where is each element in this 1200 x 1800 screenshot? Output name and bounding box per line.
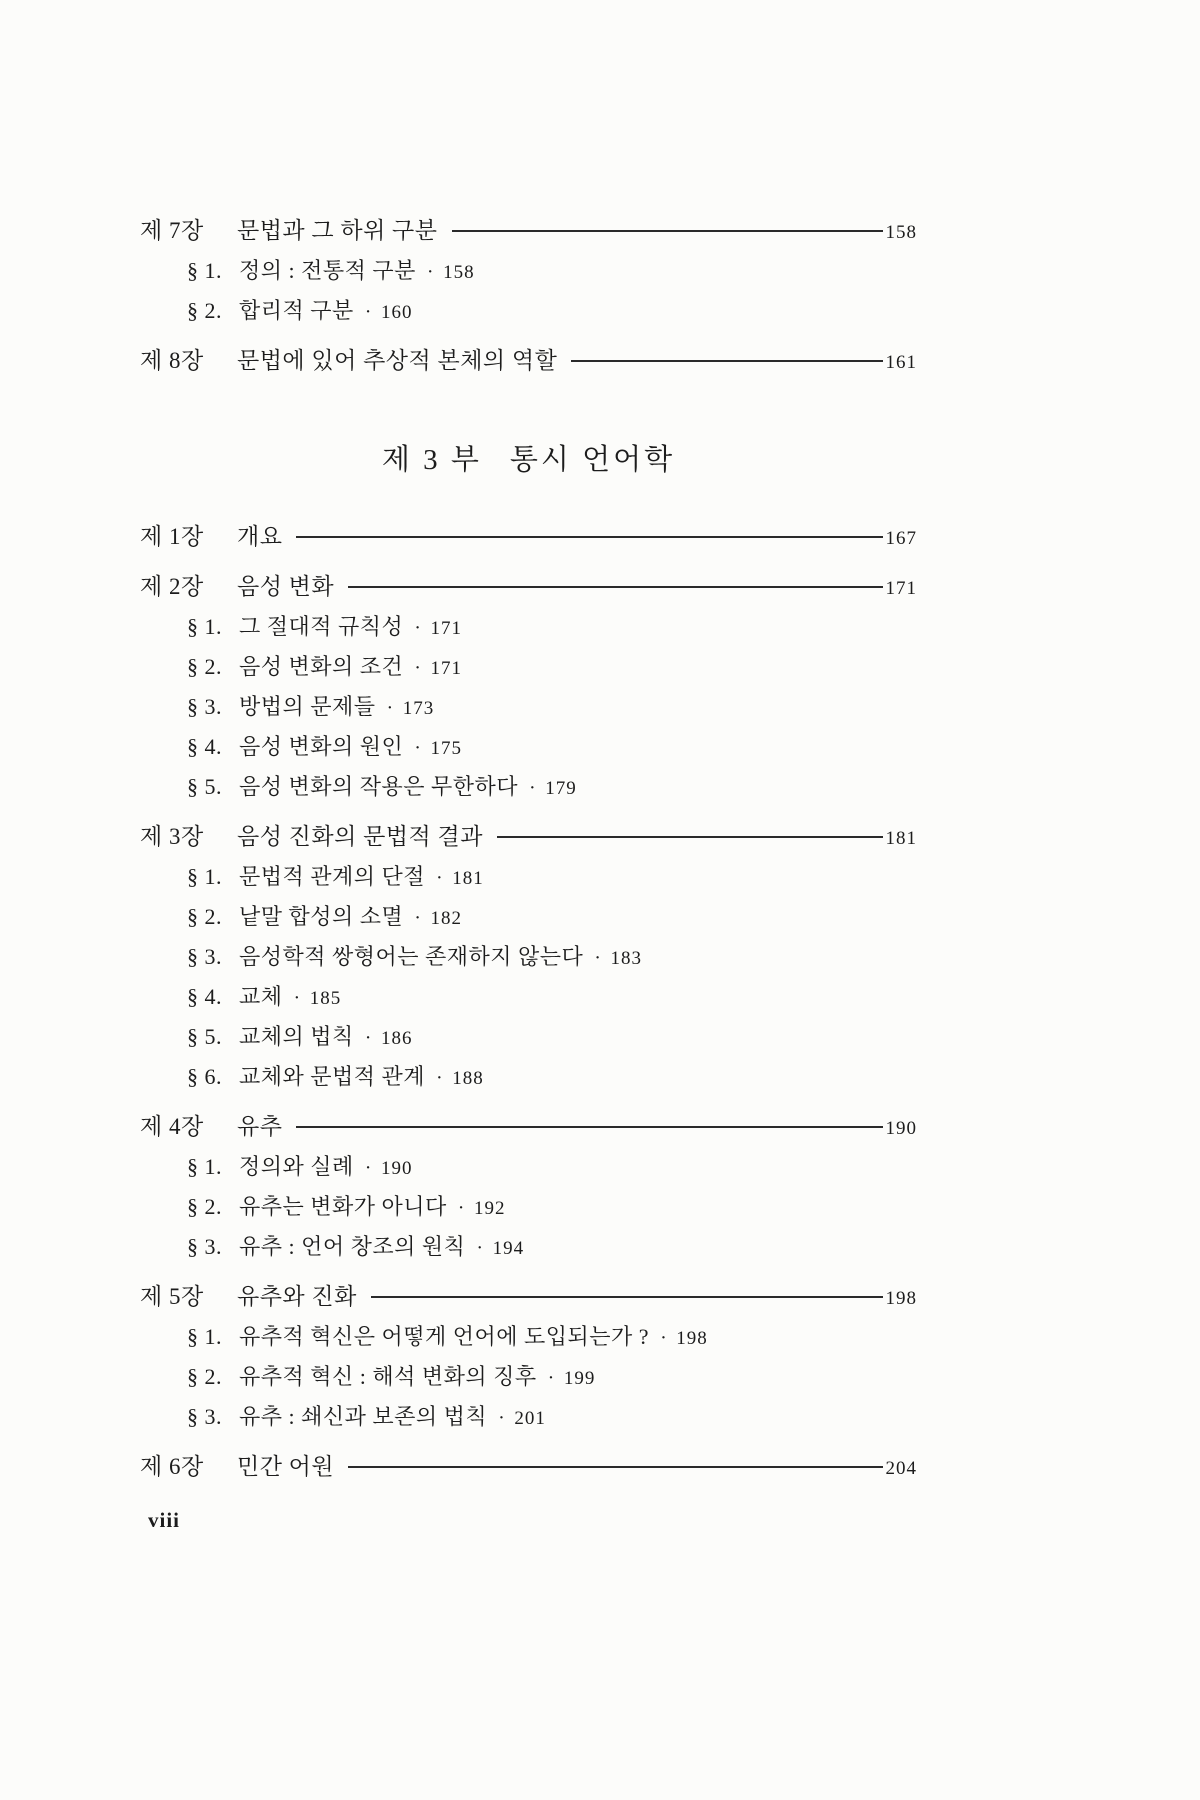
section-title: 음성학적 쌍형어는 존재하지 않는다 (239, 944, 584, 969)
chapter-label: 제 8장 (140, 348, 204, 373)
dot-separator: · (436, 1067, 444, 1089)
dot-separator: · (414, 617, 422, 639)
toc-section-row (140, 688, 917, 728)
section-label: § 2. (187, 904, 222, 929)
leader-line (296, 1126, 882, 1134)
chapter-page-number: 181 (885, 828, 917, 849)
chapter-title: 유추 (237, 1114, 283, 1139)
toc-section-row (140, 1148, 917, 1188)
dot-separator: · (594, 947, 602, 969)
footer (140, 1508, 917, 1533)
section-title: 교체와 문법적 관계 (239, 1064, 426, 1089)
section-title: 합리적 구분 (239, 298, 354, 323)
dot-separator: · (414, 907, 422, 929)
toc-section-row (140, 938, 917, 978)
section-label: § 1. (187, 614, 222, 639)
leader-line (571, 360, 882, 368)
leader-line (497, 836, 883, 844)
toc-chapter-row (140, 212, 917, 252)
chapter-label: 제 4장 (140, 1114, 204, 1139)
section-title: 문법적 관계의 단절 (239, 864, 426, 889)
section-title: 음성 변화의 조건 (239, 654, 404, 679)
section-label: § 6. (187, 1064, 222, 1089)
toc-section-row (140, 1228, 917, 1268)
section-label: § 2. (187, 298, 222, 323)
chapter-label: 제 7장 (140, 218, 204, 243)
chapter-page-number: 161 (885, 352, 917, 373)
part-heading (140, 438, 917, 482)
section-page-number: 201 (514, 1408, 546, 1429)
section-page-number: 179 (545, 778, 577, 799)
section-label: § 3. (187, 944, 222, 969)
toc-section-row (140, 1188, 917, 1228)
section-page-number: 194 (492, 1238, 525, 1259)
section-title: 유추적 혁신은 어떻게 언어에 도입되는가 ? (239, 1324, 650, 1349)
toc-chapter-row (140, 818, 917, 858)
toc-section-row (140, 292, 917, 332)
section-page-number: 158 (443, 262, 475, 283)
section-title: 유추적 혁신 : 해석 변화의 징후 (239, 1364, 537, 1389)
section-title: 낱말 합성의 소멸 (239, 904, 404, 929)
section-label: § 1. (187, 864, 222, 889)
chapter-page-number: 167 (885, 528, 917, 549)
section-label: § 3. (187, 694, 222, 719)
section-label: § 2. (187, 1364, 222, 1389)
chapter-title: 음성 변화 (237, 574, 335, 599)
section-title: 정의 : 전통적 구분 (239, 258, 416, 283)
section-title: 유추는 변화가 아니다 (239, 1194, 447, 1219)
dot-separator: · (660, 1327, 668, 1349)
leader-line (371, 1296, 883, 1304)
chapter-page-number: 158 (885, 222, 917, 243)
toc-section-row (140, 608, 917, 648)
section-label: § 2. (187, 654, 222, 679)
section-title: 방법의 문제들 (239, 694, 376, 719)
section-page-number: 198 (676, 1328, 708, 1349)
chapter-label: 제 1장 (140, 524, 204, 549)
dot-separator: · (498, 1407, 506, 1429)
chapter-title: 개요 (237, 524, 283, 549)
dot-separator: · (414, 737, 422, 759)
section-page-number: 199 (563, 1368, 596, 1389)
section-page-number: 160 (380, 302, 413, 323)
toc-section-row (140, 1018, 917, 1058)
dot-separator: · (364, 301, 372, 323)
chapter-page-number: 204 (885, 1458, 917, 1479)
chapter-title: 음성 진화의 문법적 결과 (237, 824, 483, 849)
section-title: 교체 (239, 984, 283, 1009)
toc-section-row (140, 648, 917, 688)
section-label: § 4. (187, 734, 222, 759)
footer-page-number: viii (148, 1508, 181, 1532)
section-label: § 5. (187, 1024, 222, 1049)
section-label: § 1. (187, 1324, 222, 1349)
chapter-label: 제 6장 (140, 1454, 204, 1479)
section-label: § 4. (187, 984, 222, 1009)
dot-separator: · (293, 987, 301, 1009)
section-title: 유추 : 언어 창조의 원칙 (239, 1234, 466, 1259)
chapter-label: 제 2장 (140, 574, 204, 599)
section-label: § 2. (187, 1194, 222, 1219)
toc-section-row (140, 978, 917, 1018)
toc-chapter-row (140, 568, 917, 608)
dot-separator: · (476, 1237, 484, 1259)
section-title: 유추 : 쇄신과 보존의 법칙 (239, 1404, 488, 1429)
section-title: 음성 변화의 원인 (239, 734, 404, 759)
section-label: § 5. (187, 774, 222, 799)
section-page-number: 188 (452, 1068, 484, 1089)
chapter-title: 문법에 있어 추상적 본체의 역할 (237, 348, 558, 373)
section-page-number: 181 (452, 868, 484, 889)
toc-section-row (140, 252, 917, 292)
section-page-number: 185 (309, 988, 342, 1009)
toc-section-row (140, 898, 917, 938)
section-page-number: 175 (430, 738, 462, 759)
toc-chapter-row (140, 1278, 917, 1318)
dot-separator: · (414, 657, 422, 679)
section-title: 그 절대적 규칙성 (239, 614, 404, 639)
section-label: § 1. (187, 1154, 222, 1179)
leader-line (348, 1466, 882, 1474)
toc-section-row (140, 1318, 917, 1358)
toc-chapter-row (140, 1108, 917, 1148)
toc-chapter-row (140, 342, 917, 382)
section-title: 정의와 실례 (239, 1154, 354, 1179)
part-heading-number: 제 3 부 (381, 444, 482, 476)
toc-section-row (140, 768, 917, 808)
chapter-label: 제 5장 (140, 1284, 204, 1309)
chapter-page-number: 171 (885, 578, 917, 599)
section-title: 음성 변화의 작용은 무한하다 (239, 774, 519, 799)
chapter-page-number: 190 (885, 1118, 917, 1139)
toc-section-row (140, 1358, 917, 1398)
dot-separator: · (386, 697, 394, 719)
chapter-title: 민간 어원 (237, 1454, 335, 1479)
chapter-page-number: 198 (885, 1288, 917, 1309)
dot-separator: · (426, 261, 435, 283)
section-label: § 1. (187, 258, 222, 283)
toc-section-row (140, 1058, 917, 1098)
section-page-number: 171 (430, 618, 462, 639)
section-page-number: 171 (430, 658, 462, 679)
chapter-title: 유추와 진화 (237, 1284, 357, 1309)
toc-section-row (140, 858, 917, 898)
section-page-number: 173 (402, 698, 435, 719)
dot-separator: · (364, 1157, 372, 1179)
section-page-number: 182 (430, 908, 462, 929)
section-label: § 3. (187, 1404, 222, 1429)
section-page-number: 183 (610, 948, 642, 969)
section-label: § 3. (187, 1234, 222, 1259)
chapter-label: 제 3장 (140, 824, 204, 849)
section-page-number: 190 (380, 1158, 413, 1179)
chapter-title: 문법과 그 하위 구분 (237, 218, 438, 243)
part-heading-title: 통시 언어학 (509, 444, 676, 476)
dot-separator: · (529, 777, 537, 799)
toc (140, 212, 917, 1488)
section-page-number: 186 (380, 1028, 413, 1049)
leader-line (296, 536, 882, 544)
dot-separator: · (364, 1027, 372, 1049)
toc-section-row (140, 1398, 917, 1438)
leader-line (348, 586, 882, 594)
section-title: 교체의 법칙 (239, 1024, 354, 1049)
toc-chapter-row (140, 1448, 917, 1488)
leader-line (452, 230, 883, 238)
section-page-number: 192 (473, 1198, 506, 1219)
toc-chapter-row (140, 518, 917, 558)
dot-separator: · (457, 1197, 465, 1219)
dot-separator: · (436, 867, 444, 889)
toc-section-row (140, 728, 917, 768)
dot-separator: · (547, 1367, 555, 1389)
